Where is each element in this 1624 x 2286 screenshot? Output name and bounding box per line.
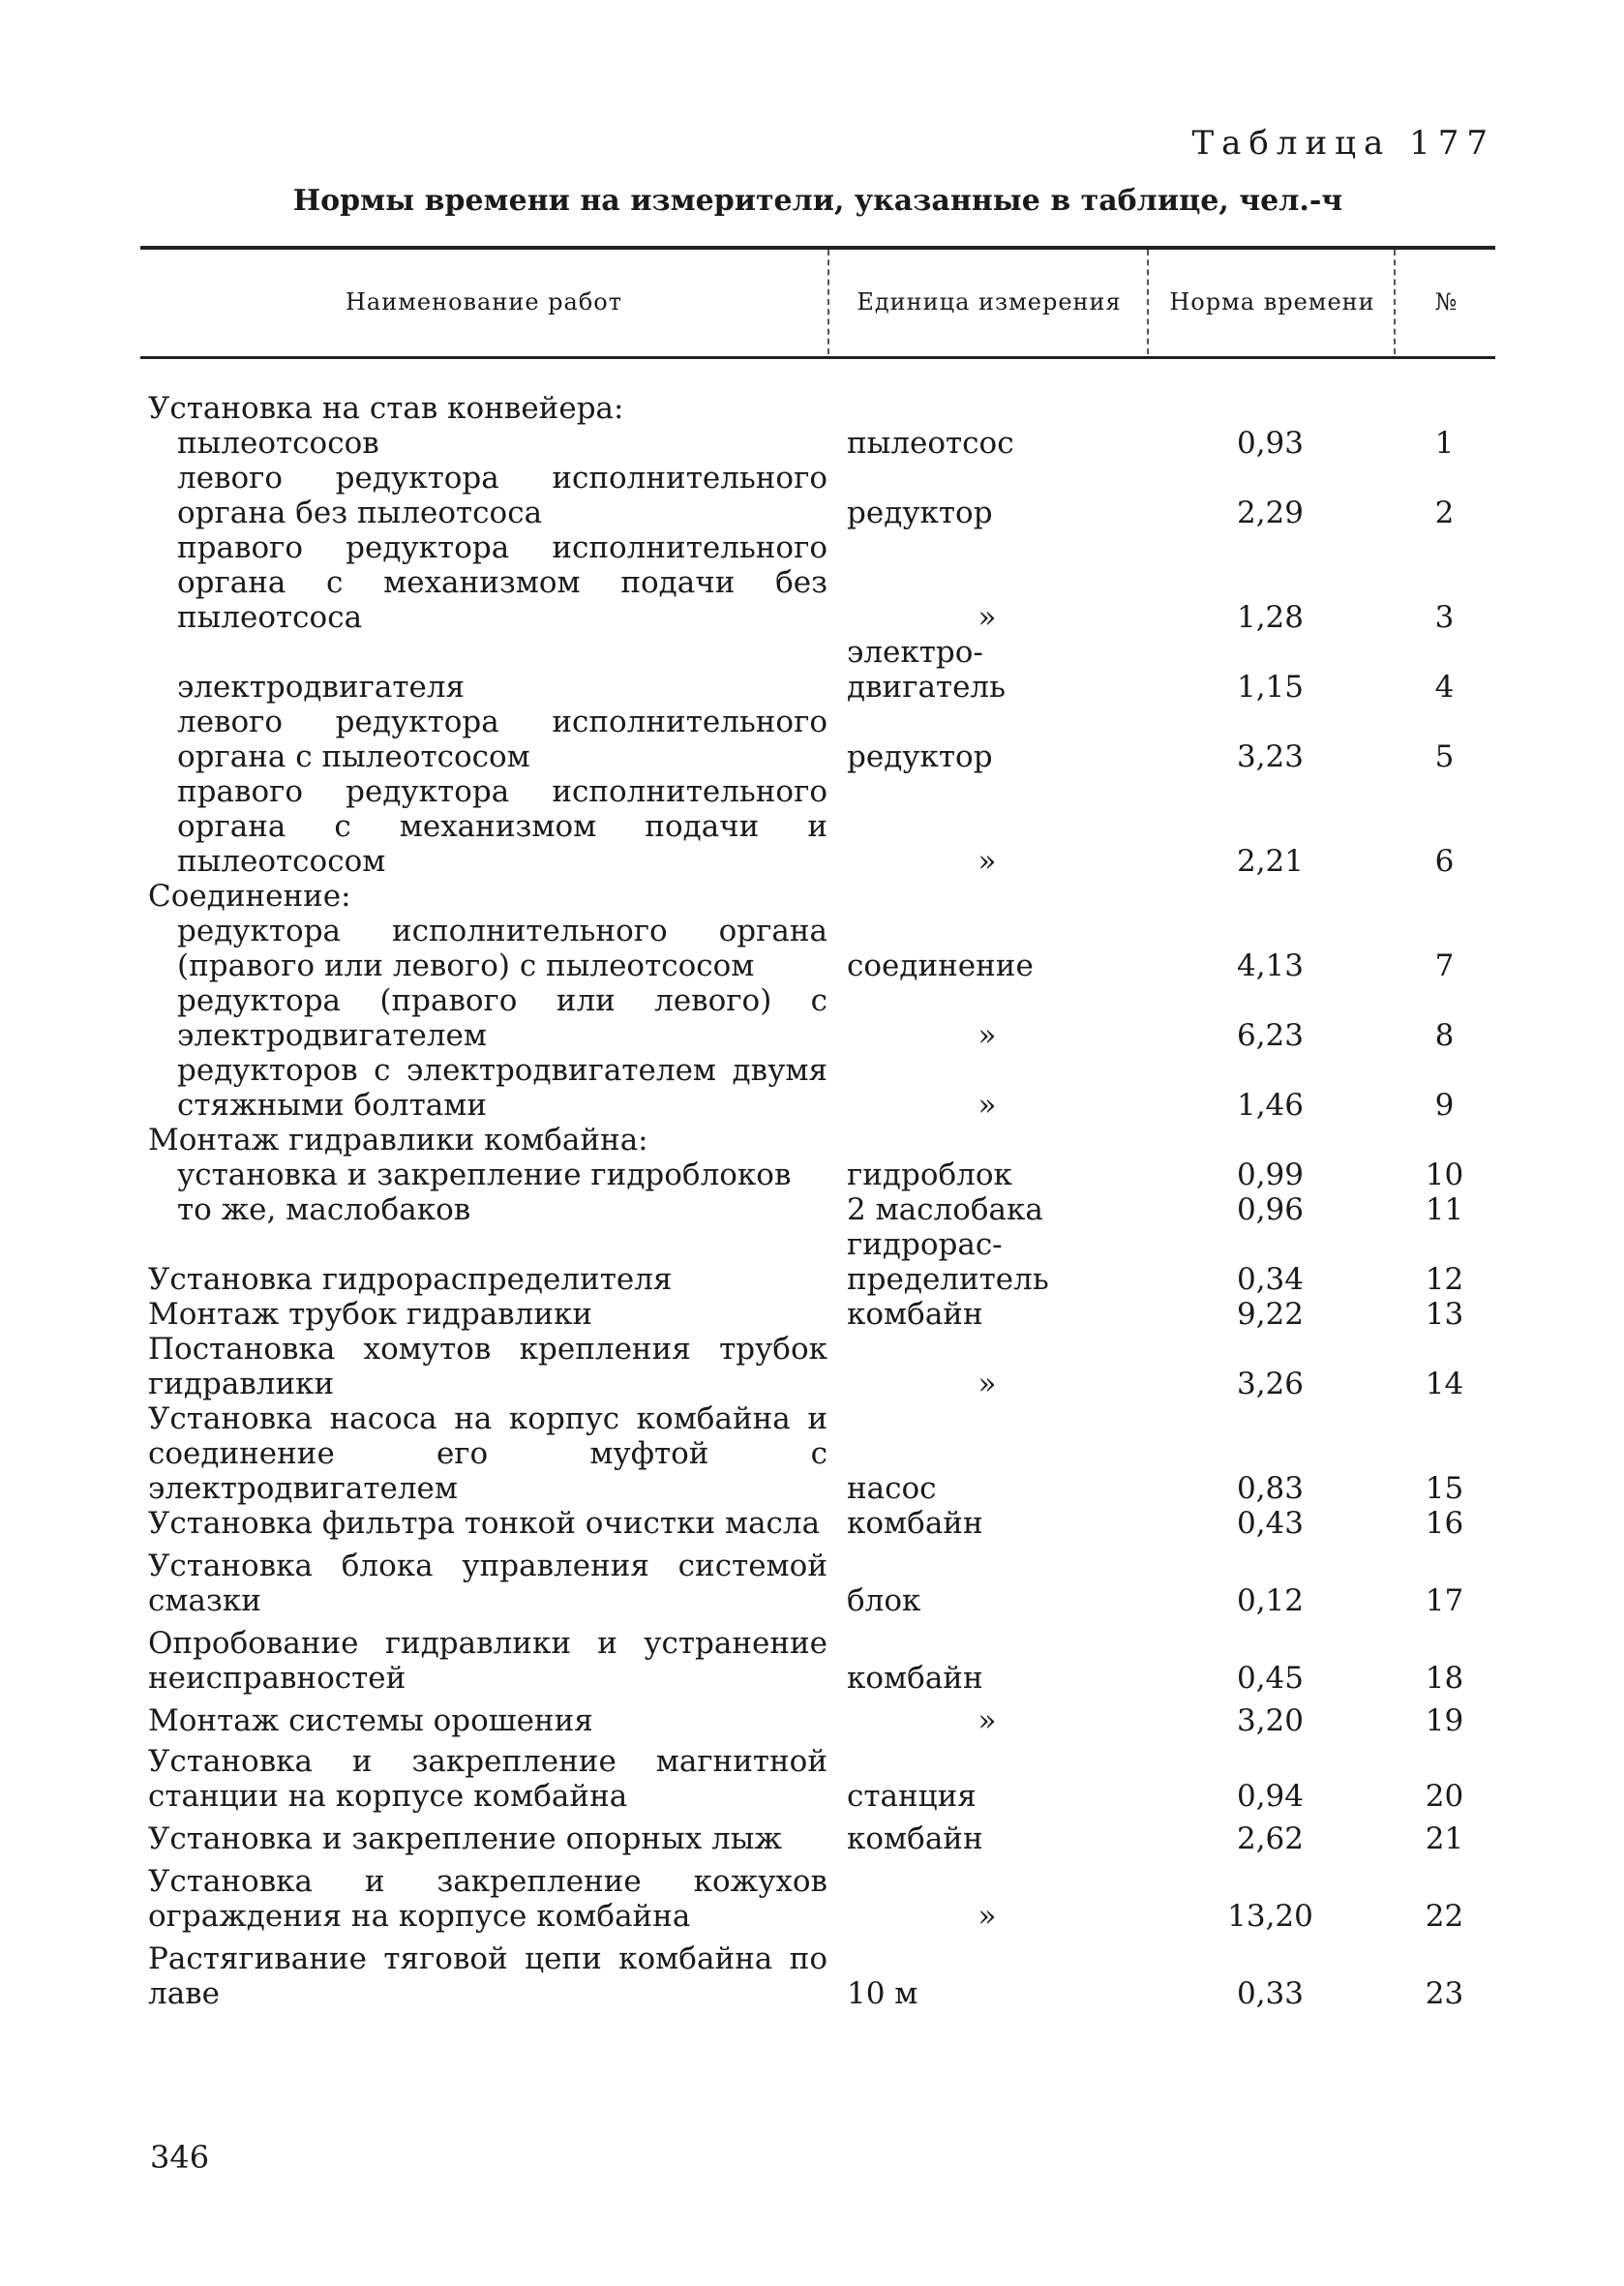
row-unit: » (977, 1367, 997, 1401)
row-work-name: редукторов с электродвигателем двумя стяжными болтами (177, 1053, 827, 1123)
page-number: 346 (150, 2139, 210, 2176)
row-unit: блок (847, 1583, 921, 1618)
table-row (140, 1744, 1495, 1814)
row-norm: 1,28 (1236, 600, 1305, 635)
row-unit: 2 маслобака (847, 1192, 1043, 1227)
row-number: 4 (1434, 670, 1455, 705)
row-work-name: установка и закрепление гидроблоков (177, 1158, 792, 1192)
row-number: 9 (1434, 1088, 1455, 1123)
row-work-name: Установка на став конвейера: (148, 391, 624, 426)
table-row (140, 914, 1495, 983)
row-norm: 9,22 (1236, 1297, 1305, 1332)
row-number: 10 (1425, 1158, 1464, 1192)
table-row (140, 1227, 1495, 1297)
table-row (140, 1549, 1495, 1618)
table-row (140, 1821, 1495, 1856)
row-work-name: электродвигателя (177, 670, 466, 705)
row-norm: 0,43 (1236, 1506, 1305, 1541)
table-row (140, 1123, 1495, 1158)
row-unit: редуктор (847, 496, 993, 530)
row-work-name: Установка фильтра тонкой очистки масла (148, 1506, 821, 1541)
row-work-name: левого редуктора исполнительного органа с пылеотсосом (177, 705, 827, 774)
row-number: 11 (1425, 1192, 1464, 1227)
row-unit: » (977, 600, 997, 635)
row-work-name: левого редуктора исполнительного органа без пылеотсоса (177, 461, 827, 530)
row-norm: 3,20 (1236, 1703, 1305, 1738)
table-row (140, 1941, 1495, 2011)
row-unit: редуктор (847, 739, 993, 774)
header-unit: Единица измерения (827, 250, 1149, 354)
row-norm: 6,23 (1236, 1018, 1305, 1053)
row-work-name: Растягивание тяговой цепи комбайна по лаве (148, 1941, 827, 2011)
table-row (140, 530, 1495, 635)
header-name: Наименование работ (345, 287, 623, 316)
row-norm: 3,26 (1236, 1367, 1305, 1401)
row-work-name: Установка гидрораспределителя (148, 1262, 673, 1297)
row-work-name: правого редуктора исполнительного органа с механизмом подачи и пылеотсосом (177, 774, 827, 879)
row-unit: комбайн (847, 1297, 983, 1332)
row-number: 16 (1425, 1506, 1464, 1541)
table-header (140, 250, 1495, 354)
row-work-name: Монтаж системы орошения (148, 1703, 593, 1738)
row-unit: комбайн (847, 1821, 983, 1856)
row-number: 6 (1434, 844, 1455, 879)
row-work-name: Установка и закрепление кожухов ограждения на корпусе комбайна (148, 1864, 827, 1934)
row-norm: 0,83 (1236, 1471, 1305, 1506)
row-unit: соединение (847, 948, 1034, 983)
row-work-name: редуктора исполнительного органа (правого или левого) с пылеотсосом (177, 914, 827, 983)
table-row (140, 705, 1495, 774)
row-work-name: Установка и закрепление магнитной станции на корпусе комбайна (148, 1744, 827, 1814)
row-norm: 0,99 (1236, 1158, 1305, 1192)
table-row (140, 635, 1495, 705)
table-label: Таблица 177 (1191, 124, 1495, 163)
row-number: 2 (1434, 496, 1455, 530)
row-work-name: Постановка хомутов крепления трубок гидравлики (148, 1332, 827, 1401)
row-work-name: Соединение: (148, 879, 351, 914)
row-norm: 1,15 (1236, 670, 1305, 705)
row-norm: 2,21 (1236, 844, 1305, 879)
row-work-name: редуктора (правого или левого) с электродвигателем (177, 983, 827, 1053)
row-number: 5 (1434, 739, 1455, 774)
table-row (140, 1297, 1495, 1332)
row-work-name: Установка блока управления системой смазки (148, 1549, 827, 1618)
row-norm: 4,13 (1236, 948, 1305, 983)
row-work-name: Опробование гидравлики и устранение неисправностей (148, 1626, 827, 1696)
row-number: 15 (1425, 1471, 1464, 1506)
table-row (140, 1864, 1495, 1934)
row-unit: гидроблок (847, 1158, 1012, 1192)
row-norm: 0,94 (1236, 1779, 1305, 1814)
table-row (140, 774, 1495, 879)
row-number: 19 (1425, 1703, 1464, 1738)
row-number: 8 (1434, 1018, 1455, 1053)
row-norm: 2,29 (1236, 496, 1305, 530)
row-unit: » (977, 1899, 997, 1934)
row-number: 12 (1425, 1262, 1464, 1297)
row-unit: 10 м (847, 1976, 918, 2011)
row-norm: 13,20 (1227, 1899, 1313, 1934)
row-work-name: пылеотсосов (177, 426, 379, 461)
row-unit: » (977, 844, 997, 879)
table-row (140, 1192, 1495, 1227)
row-norm: 0,33 (1236, 1976, 1305, 2011)
row-norm: 0,34 (1236, 1262, 1305, 1297)
row-work-name: Монтаж трубок гидравлики (148, 1297, 593, 1332)
row-work-name: Установка и закрепление опорных лыж (148, 1821, 782, 1856)
row-number: 3 (1434, 600, 1455, 635)
row-number: 17 (1425, 1583, 1464, 1618)
table-row (140, 1703, 1495, 1738)
row-number: 18 (1425, 1661, 1464, 1696)
row-work-name: то же, маслобаков (177, 1192, 471, 1227)
row-number: 22 (1425, 1899, 1464, 1934)
row-unit: комбайн (847, 1506, 983, 1541)
row-norm: 0,93 (1236, 426, 1305, 461)
row-norm: 0,45 (1236, 1661, 1305, 1696)
row-number: 14 (1425, 1367, 1464, 1401)
row-unit: гидрорас- пределитель (847, 1227, 1049, 1297)
table-row (140, 1158, 1495, 1192)
table-row (140, 391, 1495, 426)
row-norm: 3,23 (1236, 739, 1305, 774)
row-norm: 0,96 (1236, 1192, 1305, 1227)
table-body (140, 391, 1495, 2011)
table-title: Нормы времени на измерители, указанные в таблице, чел.-ч (292, 184, 1343, 218)
header-norm: Норма времени (1147, 250, 1396, 354)
table-row (140, 426, 1495, 461)
row-number: 1 (1434, 426, 1455, 461)
table-row (140, 1506, 1495, 1541)
row-unit: » (977, 1703, 997, 1738)
row-unit: электро- двигатель (847, 635, 1006, 705)
row-norm: 0,12 (1236, 1583, 1305, 1618)
table-row (140, 461, 1495, 530)
table-row (140, 983, 1495, 1053)
table-row (140, 879, 1495, 914)
table-row (140, 1332, 1495, 1401)
row-number: 23 (1425, 1976, 1464, 2011)
row-number: 7 (1434, 948, 1455, 983)
row-number: 13 (1425, 1297, 1464, 1332)
row-number: 21 (1425, 1821, 1464, 1856)
row-work-name: Монтаж гидравлики комбайна: (148, 1123, 648, 1158)
row-unit: комбайн (847, 1661, 983, 1696)
row-unit: пылеотсос (847, 426, 1014, 461)
row-norm: 1,46 (1236, 1088, 1305, 1123)
table-header-rule (140, 356, 1495, 359)
row-unit: насос (847, 1471, 937, 1506)
row-unit: » (977, 1018, 997, 1053)
row-number: 20 (1425, 1779, 1464, 1814)
row-unit: » (977, 1088, 997, 1123)
row-unit: станция (847, 1779, 977, 1814)
row-norm: 2,62 (1236, 1821, 1305, 1856)
row-work-name: правого редуктора исполнительного органа с механизмом подачи без пылеотсоса (177, 530, 827, 635)
row-work-name: Установка насоса на корпус комбайна и соединение его муфтой с электродвигателем (148, 1401, 827, 1506)
table-row (140, 1053, 1495, 1123)
table-row (140, 1401, 1495, 1506)
table-row (140, 1626, 1495, 1696)
header-number: № (1394, 250, 1497, 354)
